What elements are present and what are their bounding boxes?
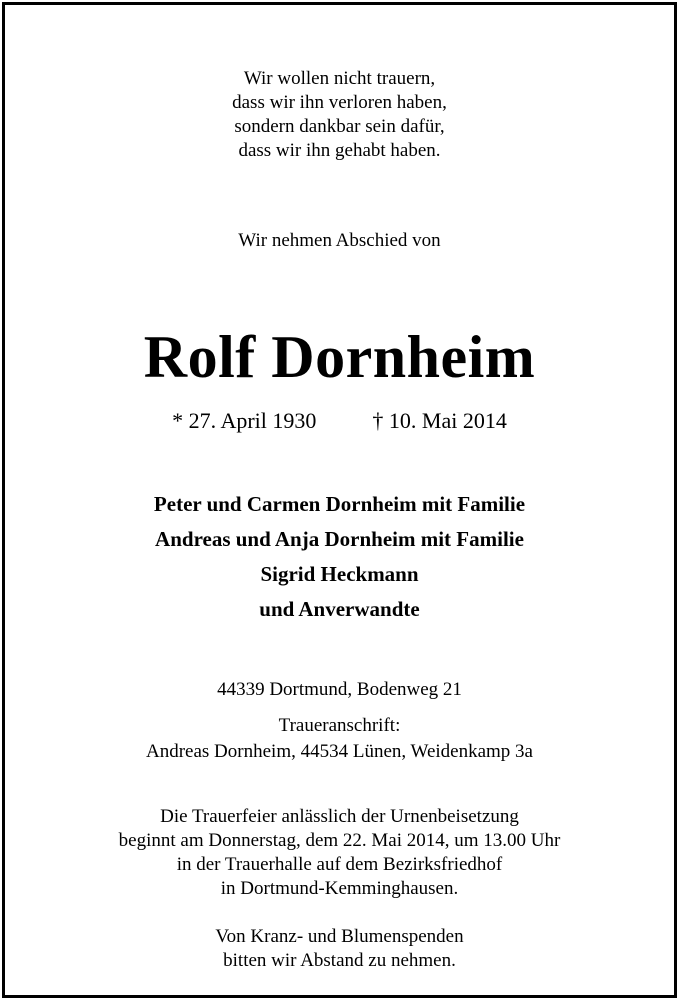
mourning-address	[5, 713, 674, 765]
ceremony-line: beginnt am Donnerstag, dem 22. Mai 2014, um 13.00 Uhr	[118, 830, 561, 851]
ceremony-line: in Dortmund-Kemminghausen.	[220, 878, 459, 899]
intro-text: Wir nehmen Abschied von	[238, 230, 441, 251]
mourners-list	[5, 487, 674, 627]
life-dates	[5, 407, 674, 435]
ceremony-line: in der Trauerhalle auf dem Bezirksfriedhof	[176, 854, 503, 875]
residence-address: 44339 Dortmund, Bodenweg 21	[217, 679, 462, 700]
flowers-line: Von Kranz- und Blumenspenden	[215, 926, 464, 947]
ceremony-line: Die Trauerfeier anlässlich der Urnenbeisetzung	[160, 806, 519, 827]
flowers-line: bitten wir Abstand zu nehmen.	[223, 950, 456, 971]
obituary-border	[2, 2, 677, 998]
poem-line: dass wir ihn gehabt haben.	[238, 140, 441, 161]
mourner: und Anverwandte	[259, 597, 420, 621]
mourner: Peter und Carmen Dornheim mit Familie	[153, 492, 526, 516]
birth-date: * 27. April 1930	[172, 408, 317, 433]
poem-line: sondern dankbar sein dafür,	[234, 116, 445, 137]
poem-line: Wir wollen nicht trauern,	[243, 68, 436, 89]
poem	[5, 67, 674, 163]
flowers-note	[5, 925, 674, 973]
ceremony-info	[5, 805, 674, 901]
death-date: † 10. Mai 2014	[372, 408, 507, 433]
mourning-address-value: Andreas Dornheim, 44534 Lünen, Weidenkamp 3a	[146, 741, 533, 762]
poem-line: dass wir ihn verloren haben,	[232, 92, 447, 113]
mourning-address-label: Traueranschrift:	[278, 715, 401, 736]
mourner: Sigrid Heckmann	[260, 562, 419, 586]
deceased-name: Rolf Dornheim	[143, 324, 536, 390]
mourner: Andreas und Anja Dornheim mit Familie	[155, 527, 524, 551]
